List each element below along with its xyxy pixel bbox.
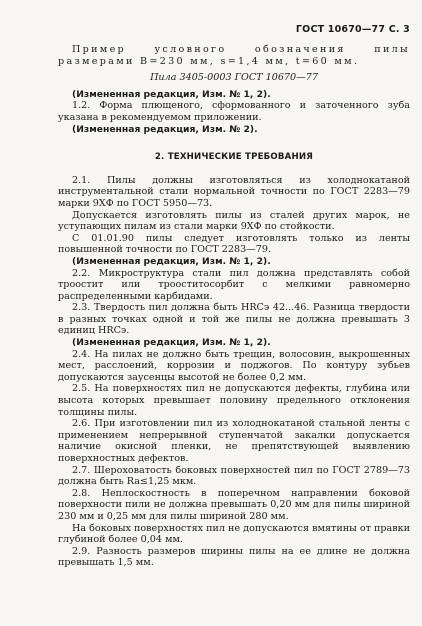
paragraph: 2.6. При изготовлении пил из холоднокатаной стальной ленты с применением непрерывной ступенчатой закалки допускается наличие окисной пленки, не препятствующей выявлению поверхностных дефектов.	[58, 418, 410, 464]
page-header: ГОСТ 10670—77 С. 3	[295, 24, 410, 35]
spacer	[58, 164, 410, 175]
paragraph: Пример условного обозначения пилы размерами B=230 мм, s=1,4 мм, t=60 мм.	[58, 44, 410, 67]
paragraph: 2.5. На поверхностях пил не допускаются дефекты, глубина или высота которых превышает половину предельного отклонения толщины пилы.	[58, 383, 410, 418]
paragraph: 2.4. На пилах не должно быть трещин, волосовин, выкрошенных мест, расслоений, коррозии и поджогов. По контуру зубьев допускаются заусенцы высотой не более 0,2 мм.	[58, 348, 410, 383]
revision-note: (Измененная редакция, Изм. № 1, 2).	[72, 255, 271, 267]
revision-note: (Измененная редакция, Изм. № 2).	[72, 123, 258, 135]
spacer	[58, 135, 410, 152]
document-body	[58, 44, 410, 569]
paragraph: 2.2. Микроструктура стали пил должна представлять собой троостит или трооститосорбит с мелкими равномерно распределенными карбидами.	[58, 267, 410, 302]
paragraph: С 01.01.90 пилы следует изготовлять только из ленты повышенной точности по ГОСТ 2283—79.	[58, 232, 410, 256]
paragraph: 2.1. Пилы должны изготовляться из холоднокатаной инструментальной стали нормальной точности по ГОСТ 2283—79 марки 9ХФ по ГОСТ 5950—73.	[58, 174, 410, 209]
revision-note: (Измененная редакция, Изм. № 1, 2).	[72, 337, 271, 349]
paragraph: 1.2. Форма плющеного, сформованного и заточенного зуба указана в рекомендуемом приложении.	[58, 100, 410, 123]
paragraph: 2.8. Неплоскостность в поперечном направлении боковой поверхности пили не должна превышать 0,20 мм для пилы шириной 230 мм и 0,25 мм для пилы шириной 280 мм.	[58, 487, 410, 522]
paragraph: 2.3. Твердость пил должна быть HRCэ 42...46. Разница твердости в разных точках одной и той же пилы не должна превышать 3 единиц HRCэ.	[58, 302, 410, 337]
revision-note: (Измененная редакция, Изм. № 1, 2).	[72, 88, 271, 100]
paragraph: На боковых поверхностях пил не допускаются вмятины от правки глубиной более 0,04 мм.	[58, 522, 410, 546]
section-title: 2. ТЕХНИЧЕСКИЕ ТРЕБОВАНИЯ	[154, 152, 314, 163]
paragraph: Пила 3405-0003 ГОСТ 10670—77	[150, 72, 318, 84]
paragraph: 2.7. Шероховатость боковых поверхностей пил по ГОСТ 2789—73 должна быть Ra≤1,25 мкм.	[58, 464, 410, 488]
paragraph: Допускается изготовлять пилы из сталей других марок, не уступающих пилам из стали марки 9ХФ по стойкости.	[58, 209, 410, 233]
paragraph: 2.9. Разность размеров ширины пилы на ее длине не должна превышать 1,5 мм.	[58, 545, 410, 569]
